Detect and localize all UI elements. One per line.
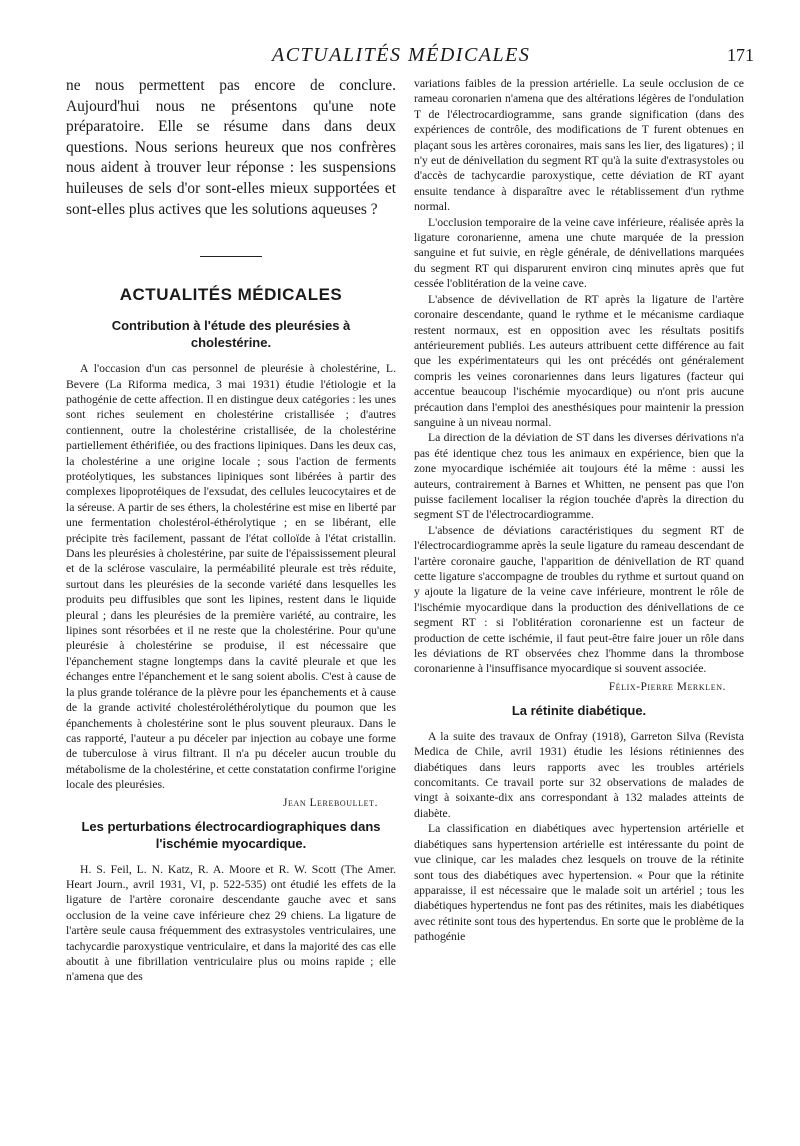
running-title: ACTUALITÉS MÉDICALES [272, 44, 531, 66]
article-paragraph: H. S. Feil, L. N. Katz, R. A. Moore et R. W. Scott (The Amer. Heart Journ., avril 1931, VI, p. 522-535) ont étudié les effets de la ligature de l'artère coronaire descendante gauche avec et sans occlusion de la veine cave inférieure chez 29 chiens. La ligature de l'artère seule causa fréquemment des extrasystoles ventriculaires, une tachycardie paroxystique ventriculaire, et dans la majorité des cas elle aboutit à une fibrillation ventriculaire plus ou moins rapide ; elle n'amena que des [66, 862, 396, 984]
author-signature: Félix-Pierre Merklen. [608, 680, 726, 693]
article-paragraph: L'absence de dévivellation de RT après la ligature de l'artère coronaire descendante, quand le rythme et le mécanisme cardiaque restent normaux, est en opposition avec les résultats positifs antérieurement publiés. Les auteurs attribuent cette différence au fait que les expérimentateurs qui les ont précédés ont généralement compris les veines coronariennes dans leurs ligatures (facteur qui accentue beaucoup l'ischémie myocardique) ou n'ont pris aucune précaution dans l'emploi des anesthésiques pour maintenir la pression sanguine à un niveau normal. [414, 292, 744, 429]
article-paragraph: variations faibles de la pression artérielle. La seule occlusion de ce rameau coronarien n'amena que des altérations légères de l'ondulation T de l'électrocardiogramme, sans grande signification (dans des expériences de contrôle, des modifications de T furent obtenues en plaçant sous les artères coronaires, mais sans les lier, des ligatures) ; il n'y eut de dénivellation du segment RT qu'à la suite d'extrasystoles ou d'accès de tachycardie paroxystique, cette déviation de RT ayant ensuite tendance à disparaître avec le rétablissement d'un rythme normal. [414, 77, 744, 214]
article-paragraph: A l'occasion d'un cas personnel de pleurésie à cholestérine, L. Bevere (La Riforma medica, 3 mai 1931) étudie l'étiologie et la pathogénie de cette affection. Il en distingue deux catégories : les unes sont riches seulement en cholestérine cristallisée ; d'autres contiennent, outre la cholestérine cristallisée, de la cholestérine partiellement éthérifiée, ou des fractions lipiniques. Dans les deux cas, la cholestérine a une origine locale ; sous l'action de ferments protéolytiques, les substances lipiniques sont libérées à partir des complexes lipoprotéiques de l'exsudat, des cellules leucocytaires et de la séreuse. A partir de ses éthers, la cholestérine est mise en liberté par une fermentation cholestérol-éthérolytique ; en se libérant, elle précipite très facilement, passant de l'état colloïde à l'état cristallin. Dans les pleurésies à cholestérine, par suite de l'épaississement pleural et de la sclérose vasculaire, la perméabilité pleurale est très réduite, surtout dans les pleurésies de la seconde variété dans lesquelles les produits peu diffusibles que sont les lipines, restent dans le liquide pleural ; dans les pleurésies de la première variété, au contraire, les lipines sont résorbées et il ne reste que la cholestérine. Pour qu'une pleurésie à cholestérine se produise, il est nécessaire que l'épanchement stagne longtemps dans la cavité pleurale et que les échanges entre l'épanchement et le sang soient abolis. C'est à cause de la plus grande tolérance de la plèvre pour les épanchements et à cause de la grande activité cholestéroléthérolytique du poumon que les épanchements à cholestérine sont le plus souvent pleuraux. Dans le cas rapporté, l'auteur a pu déceler par injection au cobaye une forme de tuberculose à virus filtrant. Il n'a pu déceler aucun trouble du métabolisme de la cholestérine, et cette constatation confirme l'origine locale des pleurésies. [66, 362, 396, 792]
article-paragraph: A la suite des travaux de Onfray (1918), Garreton Silva (Revista Medica de Chile, avril 1931) étudie les lésions rétiniennes des diabétiques dans leurs rapports avec les troubles artériels concomitants. Ce travail porte sur 32 observations de malades de vingt à soixante-dix ans correspondant à 132 malades atteints de diabète. [414, 729, 744, 820]
lead-paragraph: ne nous permettent pas encore de conclure. Aujourd'hui nous ne présentons qu'une note préparatoire. Elle se résume dans dans deux questions. Nous serions heureux que nos confrères nous aident à trouver leur réponse : les suspensions huileuses de sels d'or sont-elles mieux supportées et sont-elles plus actives que les solutions aqueuses ? [66, 77, 396, 218]
article-paragraph: La classification en diabétiques avec hypertension artérielle et diabétiques sans hypertension artérielle est intéressante du point de vue clinique, car les malades chez lesquels on trouve de la rétinite sont tous des diabétiques avec hypertension. « Pour que la rétinite apparaisse, il est nécessaire que le malade soit un artériel ; tous les diabétiques hypertendus ne font pas des rétinites, mais les diabétiques avec rétinite sont tous des hypertendus. En sorte que le problème de la pathogénie [414, 822, 744, 944]
section-divider [200, 256, 262, 257]
left-column [66, 76, 396, 985]
running-head [0, 44, 800, 70]
article-paragraph: L'absence de déviations caractéristiques du segment RT de l'électrocardiogramme après la seule ligature du rameau descendant de l'artère coronaire gauche, l'apparition de dénivellation de RT quand cette ligature s'accompagne de troubles du rythme et surtout quand on y ajoute la ligature de la veine cave inférieure, montrent le rôle de l'ischémie myocardique dans la production des dénivellations de ce segment RT : si l'oblitération coronarienne est un facteur de production de cette ischémie, il faut peut-être faire jouer un rôle dans les déviations de RT observées chez l'homme dans la thrombose coronarienne à l'insuffisance myocardique si souvent associée. [414, 523, 744, 676]
page-number: 171 [727, 45, 754, 65]
article-title-electrocardiographie: Les perturbations électrocardiographiques dans l'ischémie myocardique. [81, 818, 381, 851]
author-signature: Jean Lereboullet. [283, 796, 378, 809]
article-title-retinite: La rétinite diabétique. [511, 702, 647, 718]
article-paragraph: L'occlusion temporaire de la veine cave inférieure, réalisée après la ligature coronarienne, amena une chute marquée de la pression sanguine et fut suivie, en règle générale, de dénivellations marquées du segment RT qui disparurent environ cinq minutes après que fut cessée l'oblitération de la veine cave. [414, 215, 744, 291]
article-title-pleuresies: Contribution à l'étude des pleurésies à cholestérine. [111, 318, 351, 351]
section-title: ACTUALITÉS MÉDICALES [119, 285, 343, 305]
right-column [414, 76, 744, 945]
article-paragraph: La direction de la déviation de ST dans les diverses dérivations n'a pas été identique chez tous les animaux en expérience, bien que la zone myocardique ischémiée ait toujours été la même : aussi les auteurs, contrairement à Barnes et Whitten, ne pensent pas que l'on puisse facilement localiser la région touchée d'après la direction du segment ST de l'électrocardiogramme. [414, 431, 744, 522]
